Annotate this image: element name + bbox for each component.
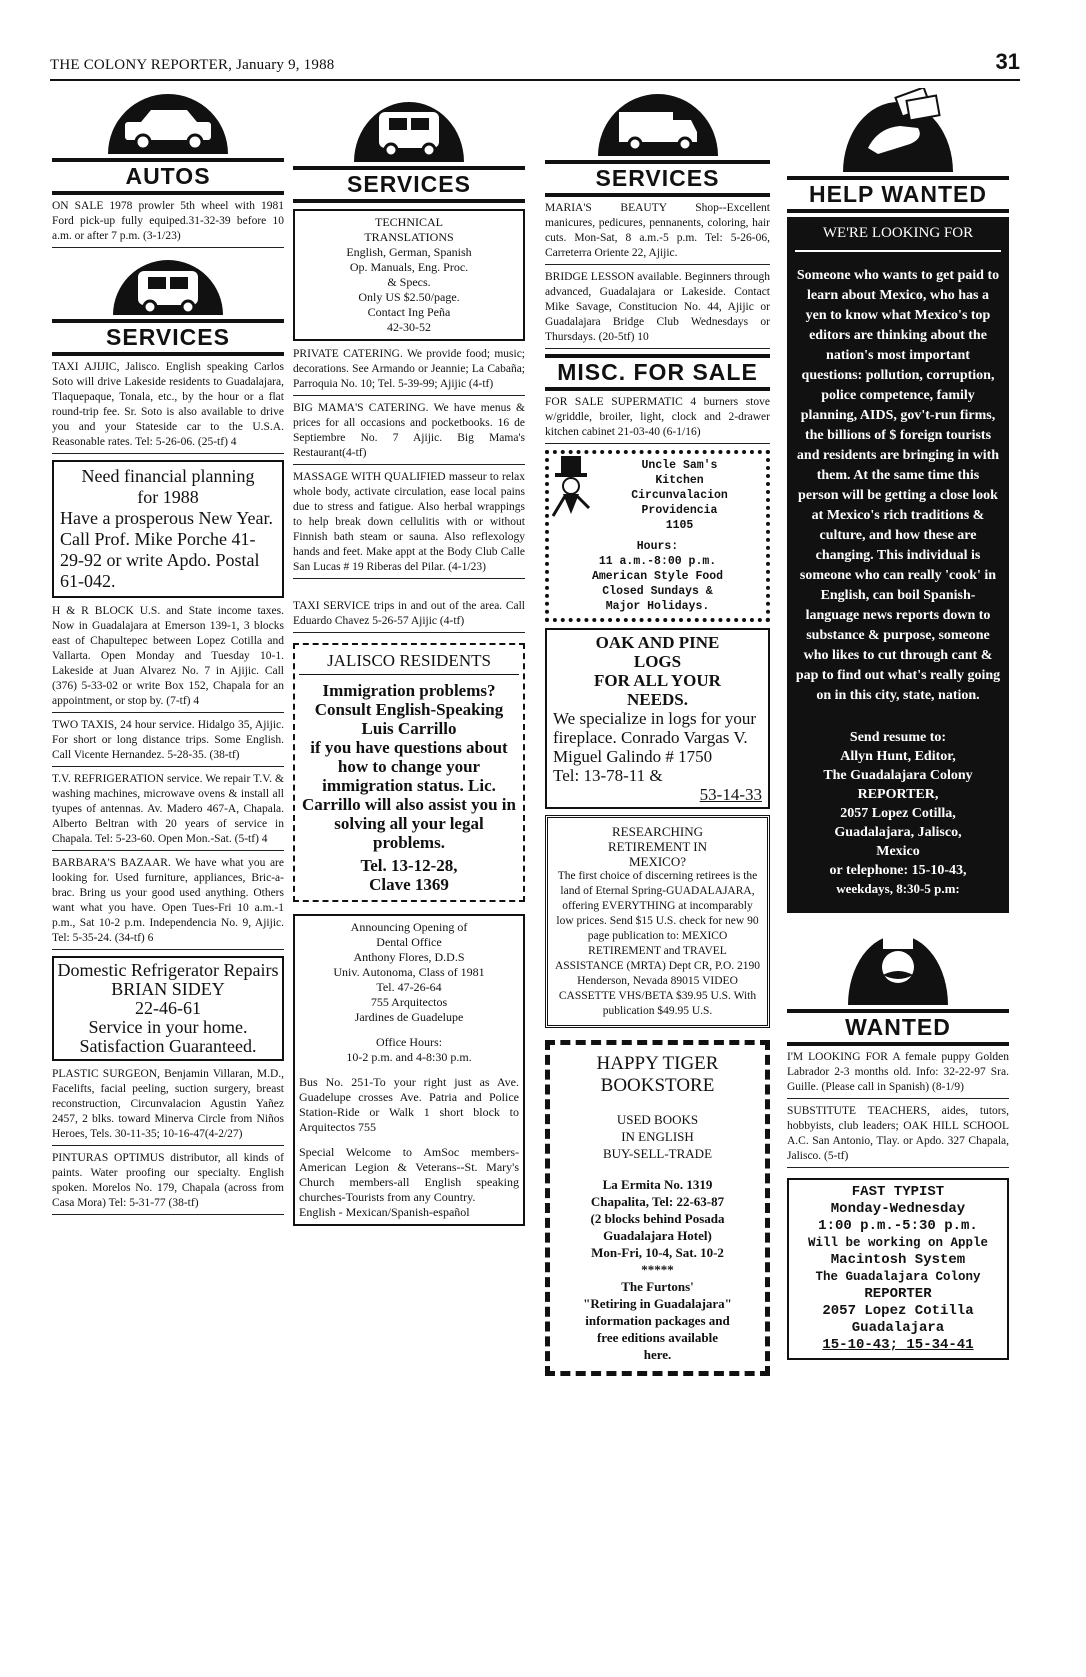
hr-block-ad: H & R BLOCK U.S. and State income taxes. Now in Guadalajara at Emerson 139-1, 3 blocks east of Chapultepec between Lopez Cotilla and Vallarta. Open Monday and Tuesday 10-1. Lakeside at Juan Alvarez No. 7 in Ajijic. Call (376) 5-33-02 or write Box 152, Chapala for an appointment, or stop by. (7-tf) 4 <box>52 604 284 713</box>
help-line: WE'RE LOOKING FOR <box>795 225 1001 252</box>
page-number: 31 <box>995 49 1020 74</box>
fridge-line: Service in your home. <box>88 1017 248 1037</box>
financial-planning-box <box>52 460 284 598</box>
retirement-line: The first choice of discerning retirees is the land of Eternal Spring-GUADALAJARA, offering EVERYTHING at incomparably low prices. Send $15 U.S. check for new 90 page publication to: MEXICO RETIREMENT and TRAVEL ASSISTANCE (MRTA) Dept CR, P.O. 2190 Henderson, Nevada 89015 VIDEO CASSETTE VHS/BETA $39.95 U.S. With publication $49.95 U.S. <box>554 870 761 1017</box>
bridge-lesson-ad: BRIDGE LESSON available. Beginners through advanced, Guadalajara or Lakeside. Contact Mike Savage, Constitucion No. 44, Ajijic or Guadalajara Bridge Club Wednesdays or Thursdays. (20-5tf) 10 <box>545 270 770 349</box>
dental-line: Jardines de Guadelupe <box>354 1010 464 1024</box>
technical-translations-box <box>293 209 525 341</box>
tiger-line: La Ermita No. 1319 <box>602 1177 713 1192</box>
help-line: Allyn Hunt, Editor, <box>840 749 956 764</box>
moustache-man-icon <box>843 923 953 1007</box>
tiger-line: USED BOOKS <box>616 1112 699 1127</box>
uncle-sam-line: Major Holidays. <box>605 600 710 613</box>
plastic-surgeon-ad: PLASTIC SURGEON, Benjamin Villaran, M.D., Facelifts, facial peeling, suction surgery, breast reconstruction, Circunvalacion Agustin Yañez 2457, 2 blks. toward Minerva Circle from Niños Heroes, Tels. 30-11-35; 10-16-47(4-2/27) <box>52 1067 284 1146</box>
help-line: Send resume to: <box>849 730 947 745</box>
autos-heading: AUTOS <box>52 158 284 195</box>
translation-line: Contact Ing Peña <box>367 305 451 319</box>
services-heading-2: SERVICES <box>293 166 525 203</box>
retirement-line: RESEARCHING <box>611 824 703 839</box>
help-line: Guadalajara, Jalisco, <box>834 825 962 840</box>
help-line: or telephone: 15-10-43, <box>829 863 967 878</box>
tiger-line: Mon-Fri, 10-4, Sat. 10-2 <box>591 1245 724 1260</box>
newspaper-title: THE COLONY REPORTER, January 9, 1988 <box>50 57 335 73</box>
pinturas-ad: PINTURAS OPTIMUS distributor, all kinds of paints. Water proofing our specialty. English spoken. Morelos No. 179, Chapala (across from Casa Mora) Tel: 5-31-77 (38-tf) <box>52 1151 284 1215</box>
dental-line: English - Mexican/Spanish-español <box>299 1205 470 1219</box>
dental-line: 10-2 p.m. and 4-8:30 p.m. <box>346 1050 472 1064</box>
column-1 <box>52 88 284 1220</box>
uncle-sam-line: Uncle Sam's <box>641 459 718 472</box>
refrigerator-repairs-box <box>52 956 284 1061</box>
help-line: REPORTER, <box>857 787 939 802</box>
tiger-line: "Retiring in Guadalajara" <box>583 1296 732 1311</box>
dental-line: Anthony Flores, D.D.S <box>353 950 465 964</box>
typist-line: 15-10-43; 15-34-41 <box>822 1337 974 1353</box>
typist-line: Guadalajara <box>851 1320 945 1336</box>
oak-line: Tel: 13-78-11 & <box>553 766 663 785</box>
dental-line: Bus No. 251-To your right just as Ave. Guadelupe crosses Ave. Patria and Police Station-Ride or Walk 1 short block to Arquitectos 755 <box>299 1075 519 1134</box>
jalisco-residents-box <box>293 643 525 902</box>
uncle-sam-line: Closed Sundays & <box>602 585 713 598</box>
car-icon <box>103 88 233 156</box>
tv-refrigeration-ad: T.V. REFRIGERATION service. We repair T.V. & washing machines, microwave ovens & install all tyupes of antennas. Av. Madero 467-A, Chapala. Alberto Beltran with 20 years of service in Chapala. Tel: 5-23-60. Open Mon.-Sat. (5-tf) 4 <box>52 772 284 851</box>
fridge-line: Satisfaction Guaranteed. <box>79 1036 257 1056</box>
money-hand-icon <box>838 88 958 174</box>
tiger-line: here. <box>643 1347 672 1362</box>
services-heading-1: SERVICES <box>52 319 284 356</box>
stove-ad: FOR SALE SUPERMATIC 4 burners stove w/griddle, broiler, light, clock and 2-drawer kitchen cabinet 21-03-40 (6-1/16) <box>545 395 770 444</box>
tiger-line: BOOKSTORE <box>600 1075 715 1096</box>
dental-line: 755 Arquitectos <box>370 995 448 1009</box>
help-line: weekdays, 8:30-5 p.m: <box>836 881 960 896</box>
autos-ad: ON SALE 1978 prowler 5th wheel with 1981 Ford pick-up fully equiped.31-32-39 before 10 a.m. or after 7 p.m. (3-1/23) <box>52 199 284 248</box>
oak-line: FOR ALL YOUR <box>594 671 721 690</box>
translation-line: TRANSLATIONS <box>364 230 454 244</box>
jalisco-line: if you have questions about how to change your immigration status. Lic. Carrillo will also assist you in solving all your legal problems. <box>302 738 516 852</box>
taxi-ajijic-ad: TAXI AJIJIC, Jalisco. English speaking Carlos Soto will drive Lakeside residents to Guadalajara, Tlaquepaque, Tonala, etc., by the hour or a flat round-trip fee. Sr. Soto is also available to drive you and your Stateside car to the U.S.A. Reasonable rates. Tel: 5-26-06. (25-tf) 4 <box>52 360 284 454</box>
substitute-teachers-ad: SUBSTITUTE TEACHERS, aides, tutors, hobbyists, club leaders; OAK HILL SCHOOL A.C. San Antonio, Tlay. or Apdo. 327 Chapala, Jalisco. (5-tf) <box>787 1104 1009 1168</box>
tiger-line: Chapalita, Tel: 22-63-87 <box>590 1194 725 1209</box>
fridge-line: Domestic Refrigerator Repairs <box>57 960 279 980</box>
jalisco-line: JALISCO RESIDENTS <box>299 651 519 675</box>
dental-line: Office Hours: <box>375 1035 443 1049</box>
uncle-sam-line: Circunvalacion <box>631 489 728 502</box>
help-line: Mexico <box>876 844 920 859</box>
column-4 <box>787 88 1009 1366</box>
typist-line: Macintosh System <box>830 1252 966 1268</box>
truck-icon <box>593 88 723 158</box>
tiger-line: ***** <box>641 1262 674 1277</box>
tiger-line: BUY-SELL-TRADE <box>602 1146 713 1161</box>
wanted-heading: WANTED <box>787 1009 1009 1046</box>
tiger-line: information packages and <box>585 1313 730 1328</box>
retirement-line: MEXICO? <box>628 854 687 869</box>
two-taxis-ad: TWO TAXIS, 24 hour service. Hidalgo 35, Ajijic. For short or long distance trips. Some English. Call Vicente Hernandez. 5-28-35. (38-tf) <box>52 718 284 767</box>
fridge-line: 22-46-61 <box>135 998 201 1018</box>
help-line: Someone who wants to get paid to learn about Mexico, who has a yen to know what Mexico's top editors are thinking about the nation's most important questions: pollution, corruption, police competence, family planning, AIDS, gov't-run firms, the billions of $ foreign tourists and residents are bringing in with them. At the same time this person will be getting a close look at Mexico's rich traditions & culture, and how these are changing. This individual is someone who can really 'cook' in English, can boil Spanish-language news reports down to substance & purpose, someone who likes to cut through cant & pap to find out what's really going on in this city, state, nation. <box>795 268 1001 703</box>
uncle-sam-icon <box>551 456 591 538</box>
translation-line: Op. Manuals, Eng. Proc. <box>349 260 469 274</box>
barbaras-bazaar-ad: BARBARA'S BAZAAR. We have what you are looking for. Used furniture, appliances, Bric-a-brac. Bring us your good used anything. Others want what you have. Open Tues-Fri 10 a.m.-1 p.m., Sat 10-2 p.m. Independencia No. 9, Ajijic. Tel: 5-35-24. (34-tf) 6 <box>52 856 284 950</box>
help-line: 2057 Lopez Cotilla, <box>840 806 956 821</box>
massage-ad: MASSAGE WITH QUALIFIED masseur to relax whole body, activate circulation, ease local pains due to stress and fatigue. Also herbal wrappings to help break down cellulitis with or without Finnish bath steam or sauna. Also reflexology hands and feet. Make appt at the Body Club Calle San Lucas # 19 Riberas del Pilar. (4-1/23) <box>293 470 525 579</box>
tiger-line: IN ENGLISH <box>621 1129 694 1144</box>
uncle-sam-line: 11 a.m.-8:00 p.m. <box>598 555 717 568</box>
retirement-line: RETIREMENT IN <box>607 839 708 854</box>
puppy-wanted-ad: I'M LOOKING FOR A female puppy Golden Labrador 2-3 months old. Info: 32-22-97 Sra. Guille. (Please call in Spanish) (8-1/9) <box>787 1050 1009 1099</box>
translation-line: English, German, Spanish <box>346 245 472 259</box>
van-icon <box>108 253 228 317</box>
page-header <box>50 49 1020 81</box>
typist-line: The Guadalajara Colony <box>815 1270 981 1284</box>
uncle-sam-line: 1105 <box>665 519 694 532</box>
typist-line: Will be working on Apple <box>807 1236 989 1250</box>
translation-line: & Specs. <box>387 275 431 289</box>
uncle-sam-line: Hours: <box>636 540 679 553</box>
tiger-line: (2 blocks behind Posada <box>590 1211 725 1226</box>
fridge-line: BRIAN SIDEY <box>111 979 225 999</box>
dental-line: Tel. 47-26-64 <box>376 980 442 994</box>
dental-line: Univ. Autonoma, Class of 1981 <box>333 965 485 979</box>
tiger-line: HAPPY TIGER <box>596 1053 719 1074</box>
dental-line: Dental Office <box>376 935 442 949</box>
big-mamas-ad: BIG MAMA'S CATERING. We have menus & prices for all occasions and pocketbooks. 16 de Septiembre No. 7 Ajijic. Big Mama's Restaurant(4-tf) <box>293 401 525 465</box>
uncle-sam-line: Kitchen <box>655 474 704 487</box>
oak-line: OAK AND PINE <box>595 633 720 652</box>
translation-line: TECHNICAL <box>375 215 443 229</box>
services-heading-3: SERVICES <box>545 160 770 197</box>
help-line: The Guadalajara Colony <box>823 768 973 783</box>
financial-line: for 1988 <box>137 487 199 507</box>
typist-line: FAST TYPIST <box>851 1184 945 1200</box>
typist-line: Monday-Wednesday <box>830 1201 966 1217</box>
column-3 <box>545 88 770 1382</box>
jalisco-line: Immigration problems? Consult English-Speaking Luis Carrillo <box>314 681 504 738</box>
oak-line: LOGS <box>633 652 682 671</box>
oak-line: NEEDS. <box>627 690 688 709</box>
tiger-line: Guadalajara Hotel) <box>603 1228 712 1243</box>
misc-for-sale-heading: MISC. FOR SALE <box>545 354 770 391</box>
financial-line: Have a prosperous New Year. Call Prof. Mike Porche 41-29-92 or write Apdo. Postal 61-042. <box>60 508 273 591</box>
typist-line: REPORTER <box>864 1286 932 1302</box>
fast-typist-box <box>787 1178 1009 1360</box>
jalisco-line: Tel. 13-12-28, <box>360 856 458 875</box>
tiger-line: The Furtons' <box>621 1279 694 1294</box>
dental-office-box <box>293 914 525 1226</box>
typist-line: 2057 Lopez Cotilla <box>822 1303 974 1319</box>
jalisco-line: Clave 1369 <box>369 875 449 894</box>
oak-line: We specialize in logs for your fireplace. Conrado Vargas V. <box>553 709 757 747</box>
van-icon <box>349 88 469 164</box>
private-catering-ad: PRIVATE CATERING. We provide food; music; decorations. See Armando or Jeannie; La Cabaña; Parroquia No. 10; Tel. 5-39-99; Ajijic (4-tf) <box>293 347 525 396</box>
marias-beauty-ad: MARIA'S BEAUTY Shop--Excellent manicures, pedicures, pennanents, coloring, hair cuts. Mon-Sat, 8 a.m.-5 p.m. Tel: 5-26-06, Carreterra Oriente 22, Ajijic. <box>545 201 770 265</box>
tiger-line: free editions available <box>596 1330 719 1345</box>
help-wanted-box <box>787 217 1009 913</box>
column-2 <box>293 88 525 1232</box>
oak-line: 53-14-33 <box>699 785 762 804</box>
dental-line: Announcing Opening of <box>350 920 468 934</box>
uncle-sams-kitchen-box <box>545 450 770 622</box>
retirement-mexico-box <box>545 815 770 1028</box>
translation-line: Only US $2.50/page. <box>358 290 460 304</box>
financial-line: Need financial planning <box>81 466 255 486</box>
happy-tiger-bookstore-box <box>545 1040 770 1376</box>
oak-line: Miguel Galindo # 1750 <box>553 747 713 766</box>
translation-line: 42-30-52 <box>387 320 431 334</box>
oak-pine-logs-box <box>545 628 770 809</box>
help-wanted-heading: HELP WANTED <box>787 176 1009 213</box>
taxi-service-ad: TAXI SERVICE trips in and out of the area. Call Eduardo Chavez 5-26-57 Ajijic (4-tf) <box>293 599 525 633</box>
uncle-sam-line: Providencia <box>641 504 718 517</box>
uncle-sam-line: American Style Food <box>591 570 724 583</box>
dental-line: Special Welcome to AmSoc members-American Legion & Veterans--St. Mary's Church members-all English speaking churches-Tourists from any Country. <box>299 1145 519 1204</box>
typist-line: 1:00 p.m.-5:30 p.m. <box>818 1218 978 1234</box>
